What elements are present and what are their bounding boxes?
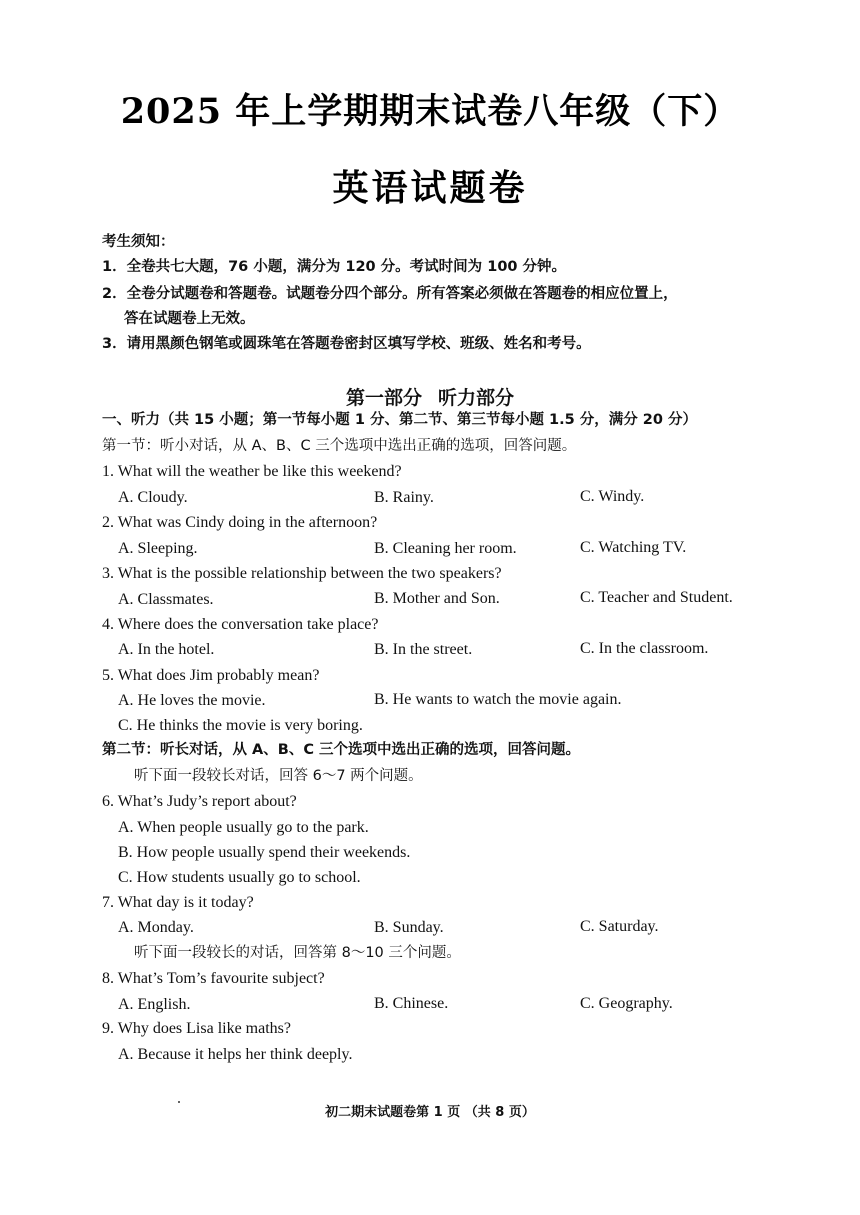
listening-label: 听力部分	[438, 387, 515, 409]
option-a: A. Classmates.	[118, 591, 214, 608]
section-one-instruction: 第一节：听小对话，从 A、B、C 三个选项中选出正确的选项，回答问题。	[102, 438, 577, 454]
question-stem: 9. Why does Lisa like maths?	[102, 1020, 291, 1037]
option-b: B. Rainy.	[374, 489, 434, 506]
option-c: C. He thinks the movie is very boring.	[118, 717, 363, 734]
notice-item-1: 1．全卷共七大题，76 小题，满分为 120 分。考试时间为 100 分钟。	[102, 259, 567, 275]
option-c: C. How students usually go to school.	[118, 869, 361, 886]
option-c: C. Windy.	[580, 488, 645, 505]
option-b: B. Sunday.	[374, 919, 444, 936]
option-a: A. In the hotel.	[118, 641, 215, 658]
question-stem: 7. What day is it today?	[102, 894, 254, 911]
option-b: B. He wants to watch the movie again.	[374, 691, 622, 708]
option-c: C. Geography.	[580, 995, 673, 1012]
section-two-instruction: 第二节：听长对话，从 A、B、C 三个选项中选出正确的选项，回答问题。	[102, 742, 581, 758]
section-two-note-2: 听下面一段较长的对话，回答第 8～10 三个问题。	[134, 945, 461, 961]
section-two-note-1: 听下面一段较长对话，回答 6～7 两个问题。	[134, 768, 423, 784]
option-a: A. Cloudy.	[118, 489, 188, 506]
option-b: B. How people usually spend their weekends.	[118, 844, 411, 861]
option-b: B. Chinese.	[374, 995, 449, 1012]
question-stem: 3. What is the possible relationship between the two speakers?	[102, 565, 502, 582]
notice-item-3: 3．请用黑颜色钢笔或圆珠笔在答题卷密封区填写学校、班级、姓名和考号。	[102, 336, 591, 352]
option-a: A. When people usually go to the park.	[118, 819, 369, 836]
option-a: A. He loves the movie.	[118, 692, 266, 709]
notice-item-2: 2．全卷分试题卷和答题卷。试题卷分四个部分。所有答案必须做在答题卷的相应位置上，	[102, 286, 678, 302]
question-stem: 2. What was Cindy doing in the afternoon?	[102, 514, 378, 531]
option-a: A. Sleeping.	[118, 540, 198, 557]
question-stem: 8. What’s Tom’s favourite subject?	[102, 970, 325, 987]
notice-heading: 考生须知：	[102, 234, 175, 250]
option-b: B. Cleaning her room.	[374, 540, 517, 557]
option-b: B. In the street.	[374, 641, 473, 658]
option-a: A. English.	[118, 996, 191, 1013]
option-c: C. Teacher and Student.	[580, 589, 733, 606]
option-a: A. Monday.	[118, 919, 194, 936]
question-stem: 1. What will the weather be like this weekend?	[102, 463, 402, 480]
exam-title: 2025 年上学期期末试卷八年级（下）	[120, 91, 740, 132]
option-a: A. Because it helps her think deeply.	[118, 1046, 353, 1063]
listening-section-heading: 一、听力（共 15 小题；第一节每小题 1 分、第二节、第三节每小题 1.5 分，满分 20 分）	[102, 412, 698, 428]
question-stem: 6. What’s Judy’s report about?	[102, 793, 297, 810]
exam-subtitle: 英语试题卷	[332, 167, 528, 209]
option-c: C. Watching TV.	[580, 539, 687, 556]
part-one-title	[0, 383, 860, 410]
option-c: C. Saturday.	[580, 918, 659, 935]
notice-item-2-cont: 答在试题卷上无效。	[124, 311, 255, 327]
option-c: C. In the classroom.	[580, 640, 709, 657]
page-footer: 初二期末试题卷第 1 页 （共 8 页）	[325, 1105, 535, 1120]
question-stem: 5. What does Jim probably mean?	[102, 667, 320, 684]
part-one-label: 第一部分	[345, 387, 422, 409]
question-stem: 4. Where does the conversation take place?	[102, 616, 379, 633]
option-b: B. Mother and Son.	[374, 590, 500, 607]
